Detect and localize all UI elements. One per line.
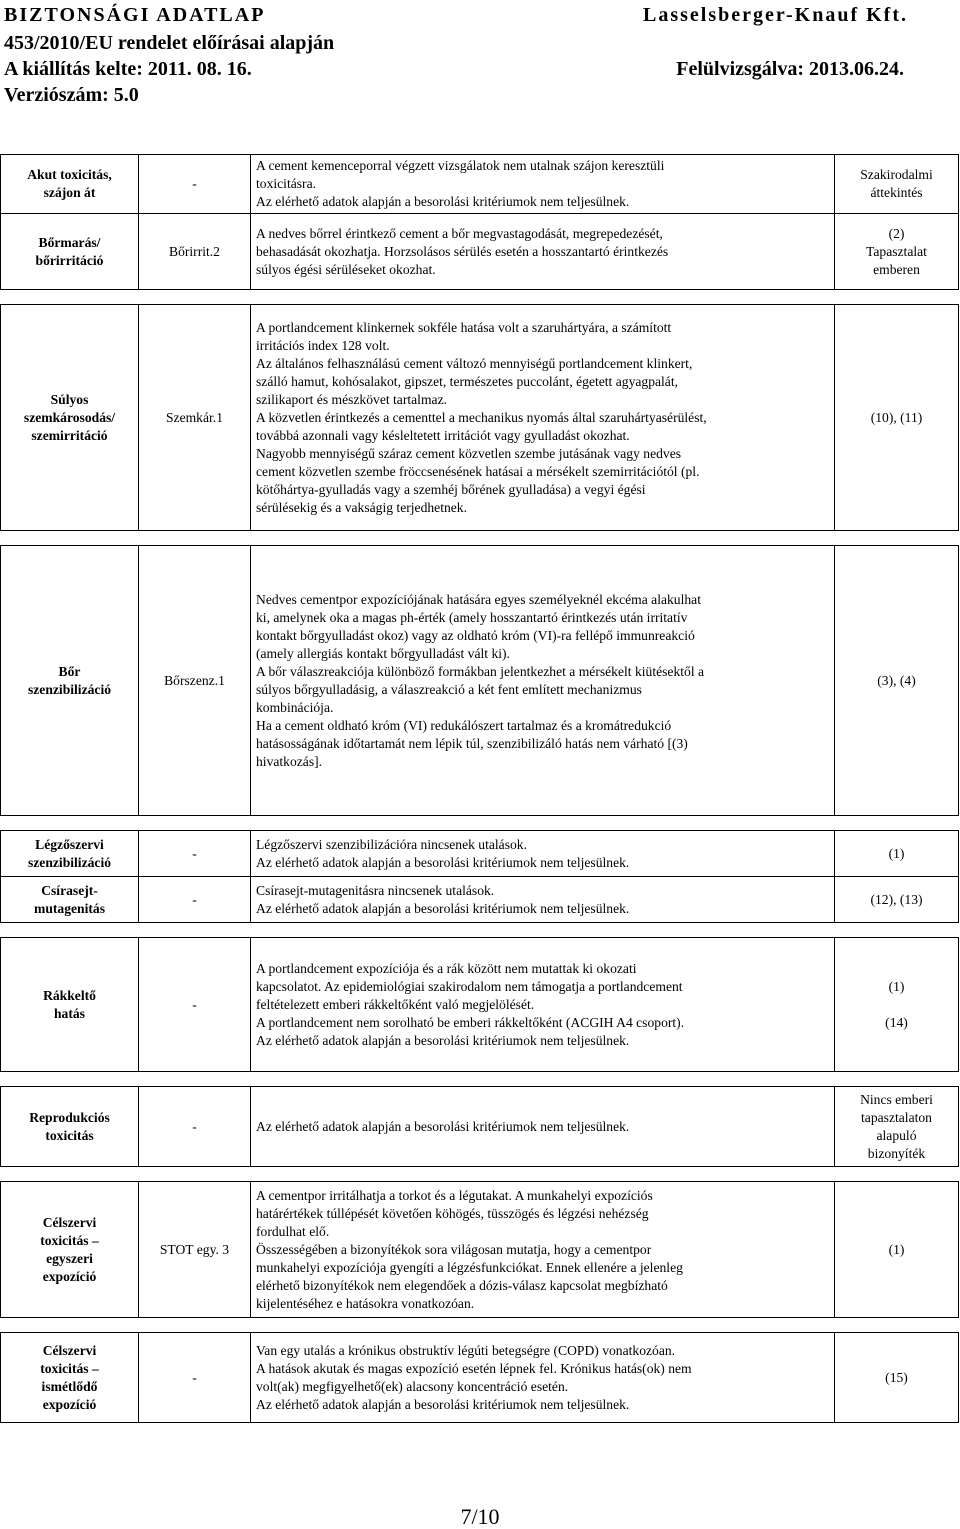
text-line: Reprodukciós <box>29 1109 110 1125</box>
text-line: emberen <box>873 261 920 277</box>
text-line: A portlandcement klinkernek sokféle hatása volt a szaruhártyára, a számított <box>256 319 672 335</box>
text-line: behasadását okozhatja. Horzsolásos sérülés esetén a hosszantartó érintkezés <box>256 243 669 259</box>
text-line: mutagenitás <box>34 900 105 916</box>
row-spacer <box>1 816 959 831</box>
text-line: expozíció <box>42 1268 97 1284</box>
text-line: határértékek túllépését követően köhögés, tüsszögés és légzési nehézség <box>256 1205 649 1221</box>
table-row-respiratory-sensitisation <box>1 831 959 877</box>
reference-cell <box>835 1333 959 1423</box>
text-line: kötőhártya-gyulladás vagy a szemhéj bőrének gyulladása) a vegyi égési <box>256 481 646 497</box>
description-cell <box>251 546 835 816</box>
effect-cell <box>1 546 139 816</box>
text-line: hatás <box>54 1005 85 1021</box>
text-line: szájon át <box>43 185 96 200</box>
reference-cell <box>835 546 959 816</box>
effect-cell <box>1 155 139 214</box>
description-cell <box>251 831 835 877</box>
text-line: A hatások akutak és magas expozíció esetén lépnek fel. Krónikus hatás(ok) nem <box>256 1360 692 1376</box>
toxicology-table <box>0 154 959 1423</box>
text-line <box>840 996 953 1014</box>
text-line: Bőr <box>58 663 81 679</box>
text-line: Ha a cement oldható króm (VI) redukálószert tartalmaz és a kromátredukció <box>256 717 672 733</box>
reference-cell <box>835 1182 959 1318</box>
text-line: Az elérhető adatok alapján a besorolási kritériumok nem teljesülnek. <box>256 1396 630 1412</box>
text-line: A bőr válaszreakciója különböző formákban jelentkezhet a mérsékelt kiütésektől a <box>256 663 705 679</box>
table-row-eye-damage <box>1 305 959 531</box>
text-line: (1) <box>888 978 905 994</box>
effect-cell <box>1 214 139 290</box>
description-cell <box>251 305 835 531</box>
reference-cell <box>835 938 959 1072</box>
table-row-germ-cell-mutagenicity <box>1 877 959 923</box>
text-line: sérülésekig és a vakságig terjedhetnek. <box>256 499 468 515</box>
text-line: toxicitás – <box>40 1360 99 1376</box>
text-line: A cement kemenceporral végzett vizsgálatok nem utalnak szájon keresztüli <box>256 158 665 173</box>
text-line: elérhető bizonyítékok nem elegendőek a dózis-válasz kapcsolat megbízható <box>256 1277 668 1293</box>
row-spacer <box>1 531 959 546</box>
text-line: szilikaport és mészkövet tartalmaz. <box>256 391 447 407</box>
text-line: Tapasztalat <box>866 243 927 259</box>
text-line: bizonyíték <box>867 1145 926 1161</box>
category-cell: - <box>139 831 251 877</box>
text-line: Csírasejt-mutagenitásra nincsenek utalások. <box>256 882 495 898</box>
description-cell <box>251 938 835 1072</box>
table-row-reproductive-toxicity <box>1 1087 959 1167</box>
effect-cell <box>1 305 139 531</box>
text-line: toxicitás <box>45 1127 94 1143</box>
text-line: kombinációja. <box>256 699 334 715</box>
text-line: kapcsolatot. Az epidemiológiai szakirodalom nem támogatja a portlandcement <box>256 978 683 994</box>
text-line: fordulhat elő. <box>256 1223 330 1239</box>
description-cell <box>251 214 835 290</box>
effect-cell <box>1 938 139 1072</box>
reference-cell <box>835 155 959 214</box>
text-line: (14) <box>885 1014 908 1030</box>
row-spacer <box>1 1167 959 1182</box>
text-line: Rákkeltő <box>43 987 96 1003</box>
text-line: szenzibilizáció <box>27 681 112 697</box>
text-line: Összességében a bizonyítékok sora világosan mutatja, hogy a cementpor <box>256 1241 652 1257</box>
table-row-stot-repeated-exposure <box>1 1333 959 1423</box>
text-line: szálló hamut, kohósalakot, gipszet, természetes puccolánt, égetett agyagpalát, <box>256 373 679 389</box>
text-line: szemkárosodás/ <box>23 409 116 425</box>
text-line: Légzőszervi <box>35 836 104 852</box>
text-line: expozíció <box>42 1396 97 1412</box>
text-line: áttekintés <box>870 185 923 200</box>
version-number: Verziószám: 5.0 <box>4 84 139 106</box>
category-cell: - <box>139 938 251 1072</box>
text-line: (12), (13) <box>870 891 923 907</box>
text-line: kijelentéséhez e hatásokra vonatkozóan. <box>256 1295 475 1311</box>
table-row-skin-corrosion <box>1 214 959 290</box>
category-cell: - <box>139 155 251 214</box>
text-line: Légzőszervi szenzibilizációra nincsenek utalások. <box>256 836 527 852</box>
text-line: alapuló <box>876 1127 917 1143</box>
row-spacer <box>1 1318 959 1333</box>
reference-cell <box>835 214 959 290</box>
effect-cell <box>1 831 139 877</box>
text-line: Szakirodalmi <box>860 167 933 182</box>
reference-cell <box>835 1087 959 1167</box>
effect-cell <box>1 1333 139 1423</box>
category-cell: - <box>139 1333 251 1423</box>
text-line: Az általános felhasználású cement változó mennyiségű portlandcement klinkert, <box>256 355 693 371</box>
table-row-stot-single-exposure <box>1 1182 959 1318</box>
text-line: tapasztalaton <box>861 1109 932 1125</box>
text-line: (15) <box>885 1369 908 1385</box>
text-line: szenzibilizáció <box>27 854 112 870</box>
table-row-acute-oral-toxicity <box>1 155 959 214</box>
text-line: cement közvetlen szembe fröccsenésének hatásai a mérsékelt szemirritációtól (pl. <box>256 463 700 479</box>
text-line: Nedves cementpor expozíciójának hatására egyes személyeknél ekcéma alakulhat <box>256 591 701 607</box>
text-line: kontakt bőrgyulladást okoz) vagy az oldható króm (VI)-ra fellépő immunreakció <box>256 627 695 643</box>
text-line: munkahelyi expozíciója gyengíti a légzésfunkciókat. Ennek ellenére a jelenleg <box>256 1259 683 1275</box>
page-number: 7/10 <box>460 1504 500 1529</box>
regulation-line: 453/2010/EU rendelet előírásai alapján <box>4 32 335 54</box>
text-line: súlyos égési sérüléseket okozhat. <box>256 261 436 277</box>
text-line: Nagyobb mennyiségű száraz cement közvetlen szembe jutásának vagy nedves <box>256 445 682 461</box>
description-cell <box>251 155 835 214</box>
category-cell: Szemkár.1 <box>139 305 251 531</box>
reference-cell <box>835 305 959 531</box>
text-line: ki, amelynek oka a magas ph-érték (amely hosszantartó érintkezés után irritatív <box>256 609 688 625</box>
text-line: A portlandcement expozíciója és a rák között nem mutattak ki okozati <box>256 960 637 976</box>
text-line: Csírasejt- <box>41 882 98 898</box>
description-cell <box>251 1182 835 1318</box>
text-line: Nincs emberi <box>860 1091 933 1107</box>
effect-cell <box>1 1087 139 1167</box>
category-cell: Bőrirrit.2 <box>139 214 251 290</box>
description-cell <box>251 1333 835 1423</box>
effect-cell <box>1 877 139 923</box>
document-type-title: BIZTONSÁGI ADATLAP <box>4 4 266 26</box>
text-line: A nedves bőrrel érintkező cement a bőr megvastagodását, megrepedezését, <box>256 225 663 241</box>
text-line: (3), (4) <box>877 672 916 688</box>
text-line: Bőrmarás/ <box>38 234 101 250</box>
text-line: toxicitás – <box>40 1232 99 1248</box>
text-line: ismétlődő <box>41 1378 98 1394</box>
row-spacer <box>1 923 959 938</box>
text-line: (2) <box>888 225 905 241</box>
text-line: hatásosságának időtartamát nem lépik túl, szenzibilizáló hatás nem várható [(3) <box>256 735 688 751</box>
toxicology-table-body <box>1 155 959 1423</box>
text-line: Az elérhető adatok alapján a besorolási kritériumok nem teljesülnek. <box>256 1118 630 1134</box>
category-cell: - <box>139 877 251 923</box>
text-line: Az elérhető adatok alapján a besorolási kritériumok nem teljesülnek. <box>256 1032 630 1048</box>
text-line: Az elérhető adatok alapján a besorolási kritériumok nem teljesülnek. <box>256 194 630 209</box>
category-cell: STOT egy. 3 <box>139 1182 251 1318</box>
table-row-skin-sensitisation <box>1 546 959 816</box>
description-cell <box>251 877 835 923</box>
text-line: volt(ak) megfigyelhető(ek) alacsony koncentráció esetén. <box>256 1378 569 1394</box>
text-line: A portlandcement nem sorolható be emberi rákkeltőként (ACGIH A4 csoport). <box>256 1014 685 1030</box>
effect-cell <box>1 1182 139 1318</box>
text-line: bőrirritáció <box>35 252 104 268</box>
text-line: Van egy utalás a krónikus obstruktív légúti betegségre (COPD) vonatkozóan. <box>256 1342 676 1358</box>
text-line: továbbá azonnali vagy késleltetett irritációt vagy gyulladást okozhat. <box>256 427 630 443</box>
text-line: Az elérhető adatok alapján a besorolási kritériumok nem teljesülnek. <box>256 900 630 916</box>
reference-cell <box>835 831 959 877</box>
text-line: Az elérhető adatok alapján a besorolási kritériumok nem teljesülnek. <box>256 854 630 870</box>
text-line: (10), (11) <box>870 409 923 425</box>
text-line: Célszervi <box>42 1342 97 1358</box>
text-line: (1) <box>888 1241 905 1257</box>
text-line: (amely allergiás kontakt bőrgyulladást vált ki). <box>256 645 510 661</box>
text-line: A cementpor irritálhatja a torkot és a légutakat. A munkahelyi expozíciós <box>256 1187 653 1203</box>
text-line: (1) <box>888 845 905 861</box>
text-line: feltételezett emberi rákkeltőként való megjelölését. <box>256 996 535 1012</box>
company-name: Lasselsberger-Knauf Kft. <box>642 4 908 26</box>
revision-date: Felülvizsgálva: 2013.06.24. <box>676 58 904 80</box>
issue-date: A kiállítás kelte: 2011. 08. 16. <box>4 58 252 80</box>
reference-cell <box>835 877 959 923</box>
category-cell: Bőrszenz.1 <box>139 546 251 816</box>
row-spacer <box>1 290 959 305</box>
text-line: egyszeri <box>46 1250 93 1266</box>
text-line: irritációs index 128 volt. <box>256 337 390 353</box>
description-cell <box>251 1087 835 1167</box>
table-row-carcinogenicity <box>1 938 959 1072</box>
text-line: hivatkozás]. <box>256 753 323 769</box>
category-cell: - <box>139 1087 251 1167</box>
text-line: szemirritáció <box>31 427 108 443</box>
text-line: súlyos bőrgyulladásig, a válaszreakció a két fent említett mechanizmus <box>256 681 642 697</box>
text-line: toxicitásra. <box>256 176 317 191</box>
text-line: A közvetlen érintkezés a cementtel a mechanikus nyomás által szaruhártyasérülést, <box>256 409 707 425</box>
row-spacer <box>1 1072 959 1087</box>
text-line: Célszervi <box>42 1214 97 1230</box>
text-line: Akut toxicitás, <box>27 167 112 182</box>
text-line: Súlyos <box>50 391 89 407</box>
